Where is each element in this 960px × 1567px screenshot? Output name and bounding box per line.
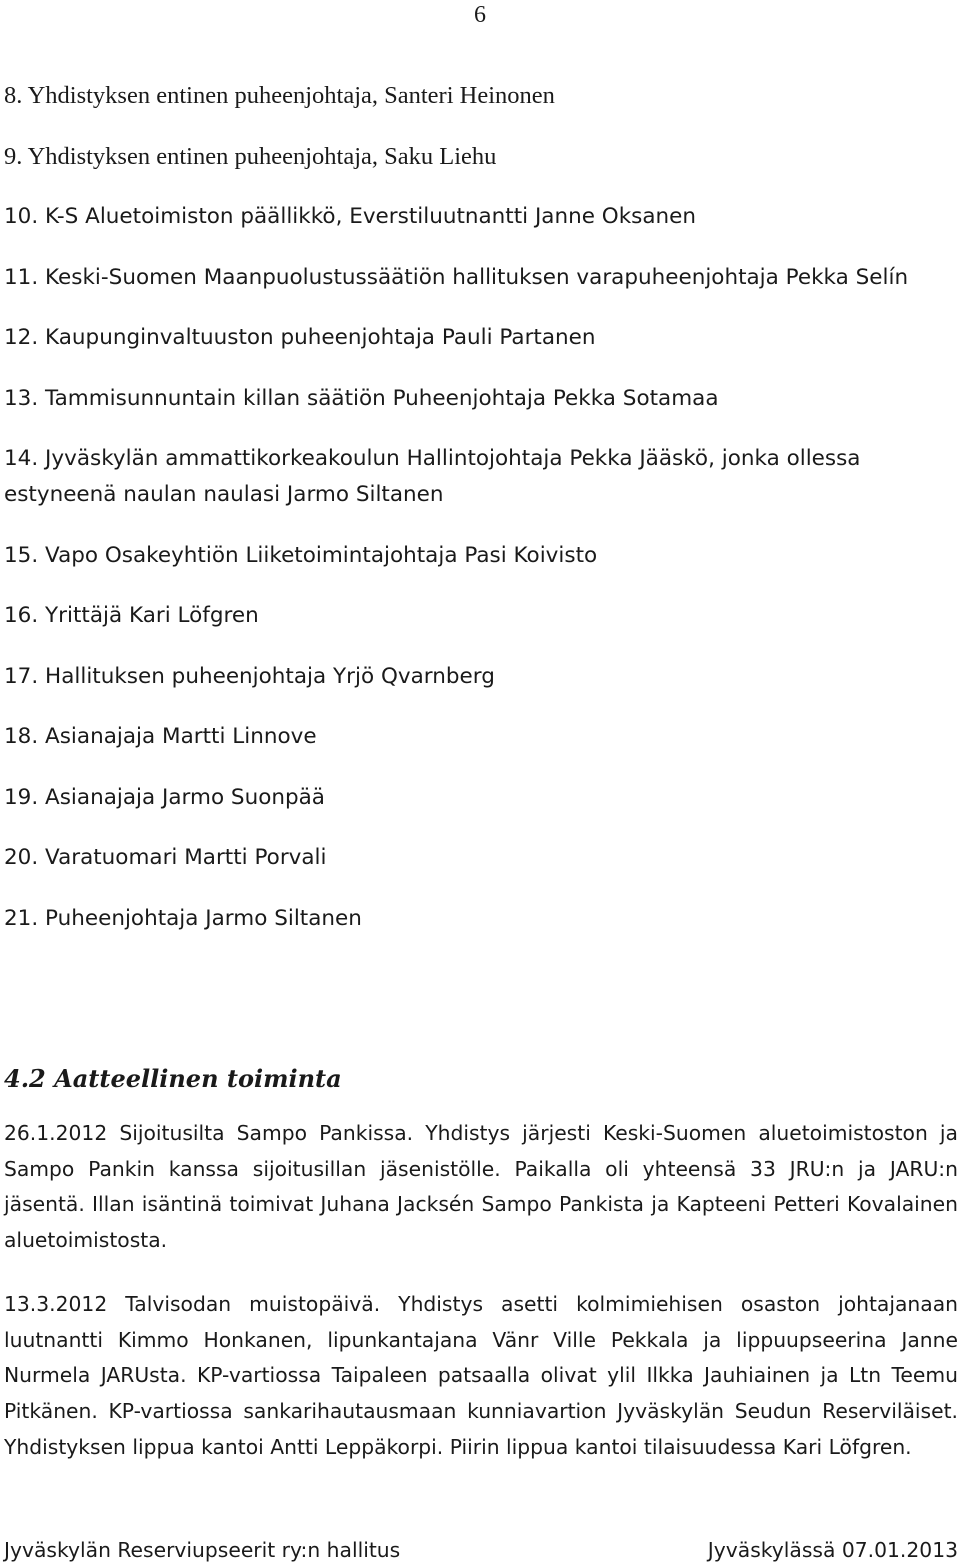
guest-list [4, 78, 959, 961]
page-number: 6 [474, 2, 486, 28]
list-item: 10. K-S Aluetoimiston päällikkö, Everstiluutnantti Janne Oksanen [4, 204, 697, 229]
list-item: 11. Keski-Suomen Maanpuolustussäätiön hallituksen varapuheenjohtaja Pekka Selín [4, 264, 909, 290]
paragraph-talvisodan-muistopaiva: 13.3.2012 Talvisodan muistopäivä. Yhdistys asetti kolmimiehisen osaston johtajanaan luutnantti Kimmo Honkanen, lipunkantajana Vänr Ville Pekkala ja lippuupseerina Janne Nurmela JARUsta. KP-vartiossa Taipaleen patsaalla olivat ylil Ilkka Jauhiainen ja Ltn Teemu Pitkänen. KP-vartiossa sankarihautausmaan kunniavartion Jyväskylän Seudun Reserviläiset. Yhdistyksen lippua kantoi Antti Leppäkorpi. Piirin lippua kantoi tilaisuudessa Kari Löfgren. [4, 1292, 958, 1459]
list-item: 12. Kaupunginvaltuuston puheenjohtaja Pauli Partanen [4, 325, 596, 350]
list-item: 8. Yhdistyksen entinen puheenjohtaja, Santeri Heinonen [4, 82, 555, 109]
footer-organization: Jyväskylän Reserviupseerit ry:n hallitus [4, 1538, 401, 1562]
list-item: 15. Vapo Osakeyhtiön Liiketoimintajohtaja Pasi Koivisto [4, 542, 598, 568]
list-item: 16. Yrittäjä Kari Löfgren [4, 603, 259, 628]
list-item: 13. Tammisunnuntain killan säätiön Puheenjohtaja Pekka Sotamaa [4, 385, 719, 411]
paragraph-sijoitusilta: 26.1.2012 Sijoitusilta Sampo Pankissa. Yhdistys järjesti Keski-Suomen aluetoimistoston ja Sampo Pankin kanssa sijoitusillan jäsenistölle. Paikalla oli yhteensä 33 JRU:n ja JARU:n jäsentä. Illan isäntinä toimivat Juhana Jacksén Sampo Pankista ja Kapteeni Petteri Kovalainen aluetoimistosta. [4, 1121, 958, 1253]
section-title: 4.2 Aatteellinen toiminta [4, 1064, 342, 1093]
list-item: 18. Asianajaja Martti Linnove [4, 724, 317, 749]
page-footer [4, 1535, 958, 1565]
list-item: 20. Varatuomari Martti Porvali [4, 845, 327, 870]
list-item: 21. Puheenjohtaja Jarmo Siltanen [4, 905, 362, 931]
list-item: 14. Jyväskylän ammattikorkeakoulun Hallintojohtaja Pekka Jääskö, jonka ollessa estyneenä naulan naulasi Jarmo Siltanen [4, 446, 861, 507]
list-item: 17. Hallituksen puheenjohtaja Yrjö Qvarnberg [4, 663, 495, 689]
list-item: 9. Yhdistyksen entinen puheenjohtaja, Saku Liehu [4, 142, 497, 170]
list-item: 19. Asianajaja Jarmo Suonpää [4, 784, 325, 810]
footer-date: Jyväskylässä 07.01.2013 [707, 1538, 958, 1562]
